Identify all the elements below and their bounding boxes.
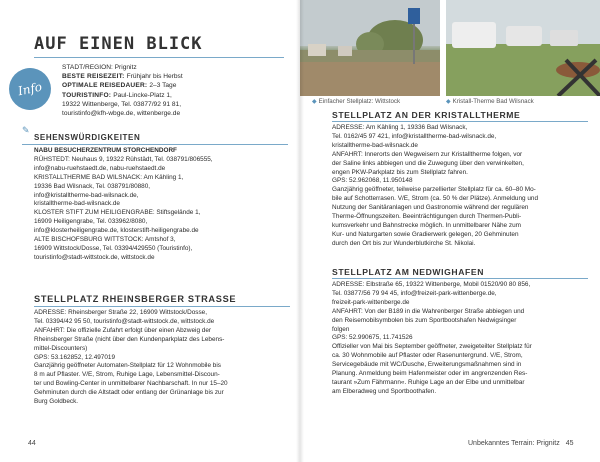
section-rule	[332, 278, 588, 279]
sight-line: KLOSTER STIFT ZUM HEILIGENGRABE: Stiftsgelände 1,	[34, 209, 201, 217]
body-line: kristalltherme-bad-wilsnack.de	[332, 141, 418, 149]
photo-illustration	[300, 0, 440, 96]
body-line: Tel. 03394/42 95 50, touristinfo@stadt-wittstock.de, wittstock.de	[34, 317, 215, 325]
body-line: ADRESSE: Am Kähling 1, 19336 Bad Wilsnack,	[332, 124, 468, 131]
body-line: Tel. 03877/56 79 94 45, info@freizeit-park-wittenberge.de,	[332, 289, 497, 297]
page-number-left: 44	[28, 440, 36, 447]
sight-line: 16909 Wittstock/Dosse, Tel. 03394/429550 (Touristinfo),	[34, 244, 193, 252]
body-line: Therme-Öffnungszeiten. Beeinträchtigungen durch Thermen-Publi-	[332, 213, 522, 221]
body-line: freizeit-park-wittenberge.de	[332, 298, 410, 306]
sight-line: ALTE BISCHOFSBURG WITTSTOCK: Amtshof 3,	[34, 236, 176, 244]
body-line: der Saline links abbiegen und die Zuwegung über den verwinkelten,	[332, 159, 524, 167]
body-line: ANFAHRT: Von der B189 in die Wahrenberger Straße abbiegen und	[332, 307, 525, 315]
info-row: TOURISTINFO: Paul-Lincke-Platz 1,	[62, 91, 172, 99]
sight-line: kristalltherme-bad-wilsnack.de	[34, 200, 120, 208]
body-line: Ganzjährig geöffneter Automaten-Stellplatz für 12 Wohnmobile bis	[34, 362, 221, 370]
body-line: am Elberadweg und Sportboothafen.	[332, 387, 437, 395]
info-row: touristinfo@kfh-wbge.de, wittenberge.de	[62, 110, 181, 118]
sight-line: touristinfo@stadt-wittstock.de, wittstock.de	[34, 253, 155, 261]
book-gutter	[296, 0, 304, 462]
info-row: OPTIMALE REISEDAUER: 2–3 Tage	[62, 82, 177, 90]
body-line: Ganzjährig geöffneter, teilweise parzellierter Stellplatz für ca. 60–80 Mo-	[332, 186, 536, 194]
body-line: GPS: 53.162852, 12.497019	[34, 353, 116, 361]
right-page	[300, 0, 600, 462]
section-title-nedwighafen: STELLPLATZ AM NEDWIGHAFEN	[332, 267, 485, 277]
sight-line: RÜHSTEDT: Neuhaus 9, 19322 Rühstädt, Tel. 038791/806555,	[34, 155, 213, 163]
sights-title: SEHENSWÜRDIGKEITEN	[34, 133, 141, 142]
body-line: durch den Ort bis zur Wunderblutkirche St. Nikolai.	[332, 239, 476, 247]
caption-photo-1: ◆ Einfacher Stellplatz: Wittstock	[312, 98, 401, 105]
section-body-nedwighafen	[332, 281, 590, 397]
header-rule	[34, 57, 284, 58]
sight-line: NABU BESUCHERZENTRUM STORCHENDORF	[34, 147, 177, 154]
body-line: ADRESSE: Rheinsberger Straße 22, 16909 Wittstock/Dosse,	[34, 309, 207, 316]
body-line: Kur- und Naturgarten sowie Gradierwerk gelegen, 20 Gehminuten	[332, 230, 519, 238]
body-line: ca. 30 Wohnmobile auf Pflaster oder Rasenuntergrund. V/E, Strom,	[332, 352, 523, 360]
body-line: folgen	[332, 325, 350, 333]
section-body-rheinsberger	[34, 309, 290, 407]
sight-icon: ✎	[22, 125, 30, 135]
section-title-rheinsberger: STELLPLATZ RHEINSBERGER STRASSE	[34, 294, 237, 304]
body-line: mittel-Discounters)	[34, 344, 88, 352]
body-line: Servicegebäude mit WC/Dusche, Erweiterungsmaßnahmen sind in	[332, 361, 522, 369]
section-rule	[332, 121, 588, 122]
pin-icon: ◆	[446, 99, 451, 105]
info-badge: Info	[5, 64, 55, 114]
sight-line: KRISTALLTHERME BAD WILSNACK: Am Kähling 1,	[34, 173, 184, 181]
footer-right	[468, 440, 574, 447]
sight-line: info@nabu-ruehstaedt.de, nabu-ruehstaedt.de	[34, 164, 166, 172]
sight-line: 16909 Heiligengrabe, Tel. 033962/8080,	[34, 218, 148, 226]
sight-line: info@klosterheiligengrabe.de, klosterstift-heiligengrabe.de	[34, 227, 199, 235]
body-line: Burg Goldbeck.	[34, 398, 79, 406]
sights-list	[34, 147, 290, 263]
footer-text: Unbekanntes Terrain: Prignitz	[468, 440, 560, 447]
body-line: Rheinsberger Straße (nicht über den Kundenparkplatz des Lebens-	[34, 335, 225, 343]
sight-line: 19336 Bad Wilsnack, Tel. 038791/80880,	[34, 182, 151, 190]
section-rule	[34, 306, 290, 307]
body-line: Planung. Anmeldung beim Hafenmeister oder im angrenzenden Res-	[332, 370, 528, 378]
info-block	[62, 63, 292, 118]
body-line: 8 m auf Pflaster. V/E, Strom, Ruhige Lage, Lebensmittel-Discoun-	[34, 371, 220, 379]
body-line: ANFAHRT: Innerorts den Wegweisern zur Kristalltherme folgen, vor	[332, 150, 523, 158]
sights-rule	[22, 144, 288, 145]
photo-kristalltherme	[446, 0, 600, 96]
header-title: AUF EINEN BLICK	[34, 34, 203, 54]
body-line: den Reisemobilsymbolen bis zum Sportbootshafen Nedwigsinger	[332, 316, 517, 324]
page-number-right: 45	[565, 440, 574, 447]
body-line: ANFAHRT: Die offizielle Zufahrt erfolgt über einen Abzweig der	[34, 326, 212, 334]
body-line: Offizieller von Mai bis September geöffneter, zweigeteilter Stellplatz für	[332, 343, 532, 351]
caption-photo-2: ◆ Kristall-Therme Bad Wilsnack	[446, 98, 534, 105]
section-body-kristalltherme	[332, 124, 590, 249]
body-line: ADRESSE: Elbstraße 65, 19322 Wittenberge, Mobil 01520/90 80 856,	[332, 281, 531, 288]
info-row: STADT/REGION: Prignitz	[62, 64, 137, 71]
body-line: Gehminuten durch die Altstadt oder entlang der Grünanlage bis zur	[34, 389, 224, 397]
info-row: BESTE REISEZEIT: Frühjahr bis Herbst	[62, 73, 183, 81]
photo-flooded-stellplatz	[300, 0, 440, 96]
body-line: ter und Bowling-Center in unmittelbarer Nachbarschaft. In nur 15–20	[34, 380, 228, 388]
body-line: bile auf Schotterrasen. V/E, Strom (ca. 50 % der Plätze). Anmeldung und	[332, 195, 539, 203]
body-line: Nutzung der Sanitäranlagen und Gastronomie während der regulären	[332, 204, 529, 212]
pin-icon: ◆	[312, 99, 317, 105]
body-line: taurant »Zum Fährmann«. Ruhige Lage an der Elbe und unmittelbar	[332, 378, 525, 386]
info-row: 19322 Wittenberge, Tel. 03877/92 91 81,	[62, 100, 182, 108]
body-line: GPS: 52.962068, 11.950148	[332, 177, 413, 185]
section-title-kristalltherme: STELLPLATZ AN DER KRISTALLTHERME	[332, 110, 521, 120]
photo-illustration	[446, 0, 600, 96]
sight-line: info@kristalltherme-bad-wilsnack.de,	[34, 191, 139, 199]
body-line: engen PKW-Parkplatz bis zum Stellplatz fahren.	[332, 168, 468, 176]
body-line: Tel. 0162/45 97 421, info@kristalltherme-bad-wilsnack.de,	[332, 132, 497, 140]
body-line: GPS: 52.990675, 11.741526	[332, 334, 413, 342]
body-line: kumsverkehr und Bahnstrecke möglich. In unmittelbarer Nähe zum	[332, 221, 521, 229]
